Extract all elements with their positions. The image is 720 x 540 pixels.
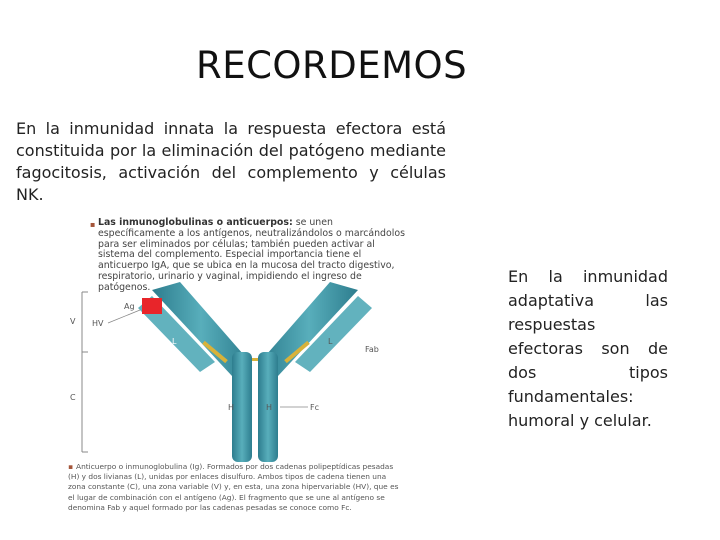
antibody-figure bbox=[60, 212, 405, 517]
figure-heading-bold: Las inmunoglobulinas o anticuerpos: bbox=[98, 217, 293, 228]
intro-paragraph: En la inmunidad innata la respuesta efectora está constituida por la eliminación del patógeno mediante fagocitosis, activación del complemento y células NK. bbox=[16, 119, 446, 204]
caption-bullet-icon: ▪ bbox=[68, 462, 74, 471]
slide-title: RECORDEMOS bbox=[196, 44, 468, 87]
stem-left bbox=[232, 352, 252, 462]
label-l-left: L bbox=[172, 337, 177, 346]
label-fab: Fab bbox=[365, 345, 379, 354]
caption-text: Anticuerpo o inmunoglobulina (Ig). Formados por dos cadenas polipeptídicas pesadas (H) y dos livianas (L), unidas por enlaces disulfuro. Ambos tipos de cadena tienen una zona constante (C), una zona variable (V) y, en esta, una zona hipervariable (HV), que es el lugar de combinación con el antígeno (Ag). El fragmento que se une al antígeno se denomina Fab y aquel formado por las cadenas pesadas se conoce como Fc. bbox=[68, 462, 399, 512]
label-l-right: L bbox=[328, 337, 333, 346]
label-c: C bbox=[70, 393, 76, 402]
label-v: V bbox=[70, 317, 76, 326]
antibody-diagram bbox=[60, 212, 405, 462]
label-hv: HV bbox=[92, 319, 104, 328]
label-h-right: H bbox=[266, 403, 273, 412]
antigen-marker bbox=[142, 298, 162, 314]
label-fc: Fc bbox=[310, 403, 319, 412]
figure-caption bbox=[68, 462, 406, 513]
label-ag: Ag bbox=[124, 302, 135, 311]
label-h-left: H bbox=[228, 403, 235, 412]
hv-pointer bbox=[108, 310, 140, 323]
figure-bullet-icon: ▪ bbox=[90, 220, 96, 229]
figure-heading-text: se unen específicamente a los antígenos, neutralizándolos o marcándolos para ser eliminados por células; también pueden activar al sistema del complemento. Especial importancia tiene el anticuerpo IgA, que se ubica en la mucosa del tracto digestivo, respiratorio, urinario y vaginal, impidiendo el ingreso de patógenos. bbox=[98, 217, 405, 293]
region-bracket bbox=[82, 292, 88, 452]
side-paragraph: En la inmunidad adaptativa las respuestas efectoras son de dos tipos fundamentales: humoral y celular. bbox=[508, 267, 668, 430]
